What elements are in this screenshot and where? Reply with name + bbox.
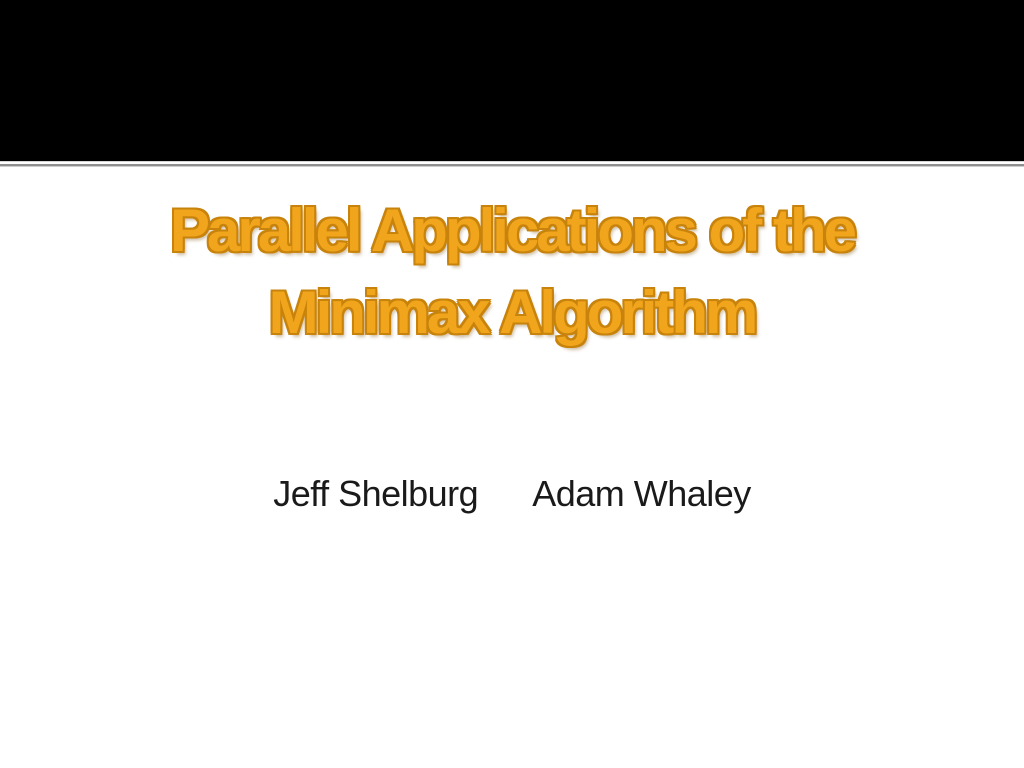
slide-title-line-1: Parallel Applications of the <box>170 197 854 264</box>
title-banner <box>0 0 1024 161</box>
author-name-2: Adam Whaley <box>532 473 751 514</box>
author-name-1: Jeff Shelburg <box>273 473 479 514</box>
banner-separator-line <box>0 161 1024 168</box>
authors-line <box>0 472 1024 516</box>
slide-title <box>0 190 1024 354</box>
slide-title-line-2: Minimax Algorithm <box>268 279 756 346</box>
